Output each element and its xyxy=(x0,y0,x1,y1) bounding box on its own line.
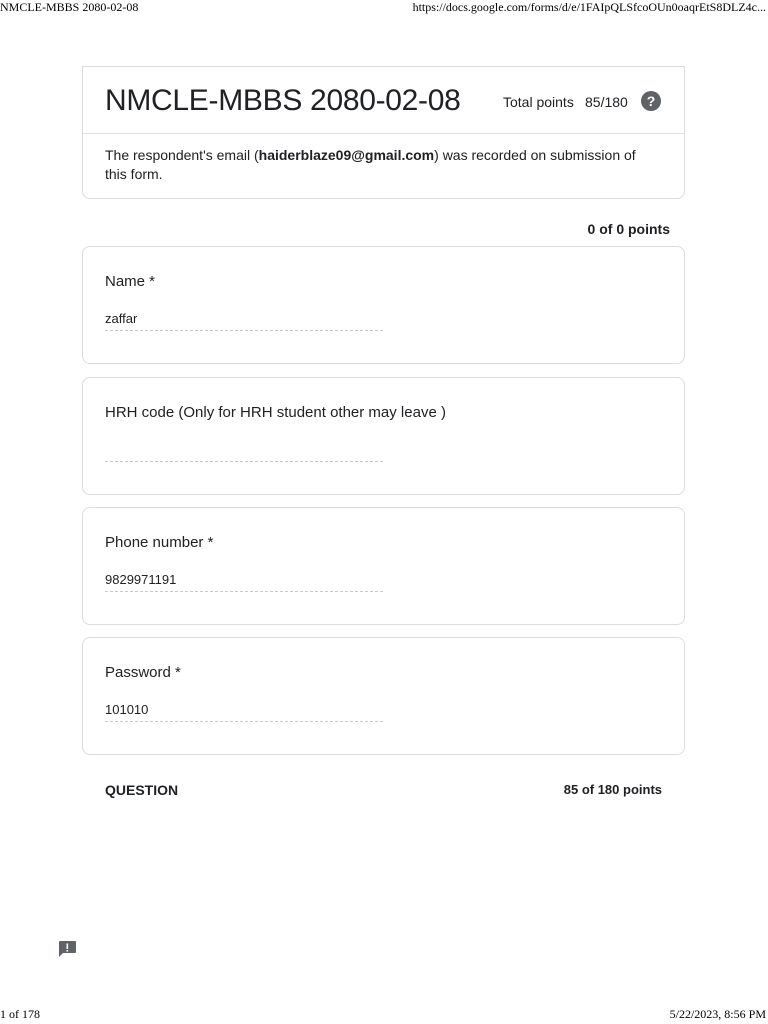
answer-field: zaffar xyxy=(105,311,383,331)
question-section-heading: QUESTION xyxy=(105,782,179,798)
form-title: NMCLE-MBBS 2080-02-08 xyxy=(105,84,461,117)
answer-field: 9829971191 xyxy=(105,572,383,592)
print-footer-page: 1 of 178 xyxy=(0,1007,40,1021)
answer-field xyxy=(105,442,383,462)
title-row xyxy=(83,67,684,134)
question-card-hrh-code xyxy=(82,377,685,495)
question-label: Name * xyxy=(105,273,156,290)
email-note-prefix: The respondent's email ( xyxy=(105,147,259,163)
total-points-label: Total points xyxy=(503,94,574,110)
email-note xyxy=(105,146,655,184)
question-card-name xyxy=(82,246,685,364)
question-card-password xyxy=(82,637,685,755)
question-label: Password * xyxy=(105,664,181,681)
print-footer-datetime: 5/22/2023, 8:56 PM xyxy=(669,1007,766,1021)
help-icon[interactable]: ? xyxy=(641,91,661,111)
answer-field: 101010 xyxy=(105,702,383,722)
form-title-card xyxy=(82,66,685,199)
total-points-value: 85/180 xyxy=(585,94,628,110)
section-points: 0 of 0 points xyxy=(587,221,670,237)
respondent-email: haiderblaze09@gmail.com xyxy=(258,147,435,163)
question-section-points: 85 of 180 points xyxy=(563,782,662,797)
question-card-phone xyxy=(82,507,685,625)
question-label: HRH code (Only for HRH student other may leave ) xyxy=(105,404,446,421)
print-header-url: https://docs.google.com/forms/d/e/1FAIpQLSfcoOUn0oaqrEtS8DLZ4c... xyxy=(412,0,766,14)
print-header-title: NMCLE-MBBS 2080-02-08 xyxy=(0,0,139,14)
question-label: Phone number * xyxy=(105,534,214,551)
feedback-icon[interactable] xyxy=(57,940,77,958)
email-note-suffix: ) was recorded on submission of this form. xyxy=(105,147,636,182)
